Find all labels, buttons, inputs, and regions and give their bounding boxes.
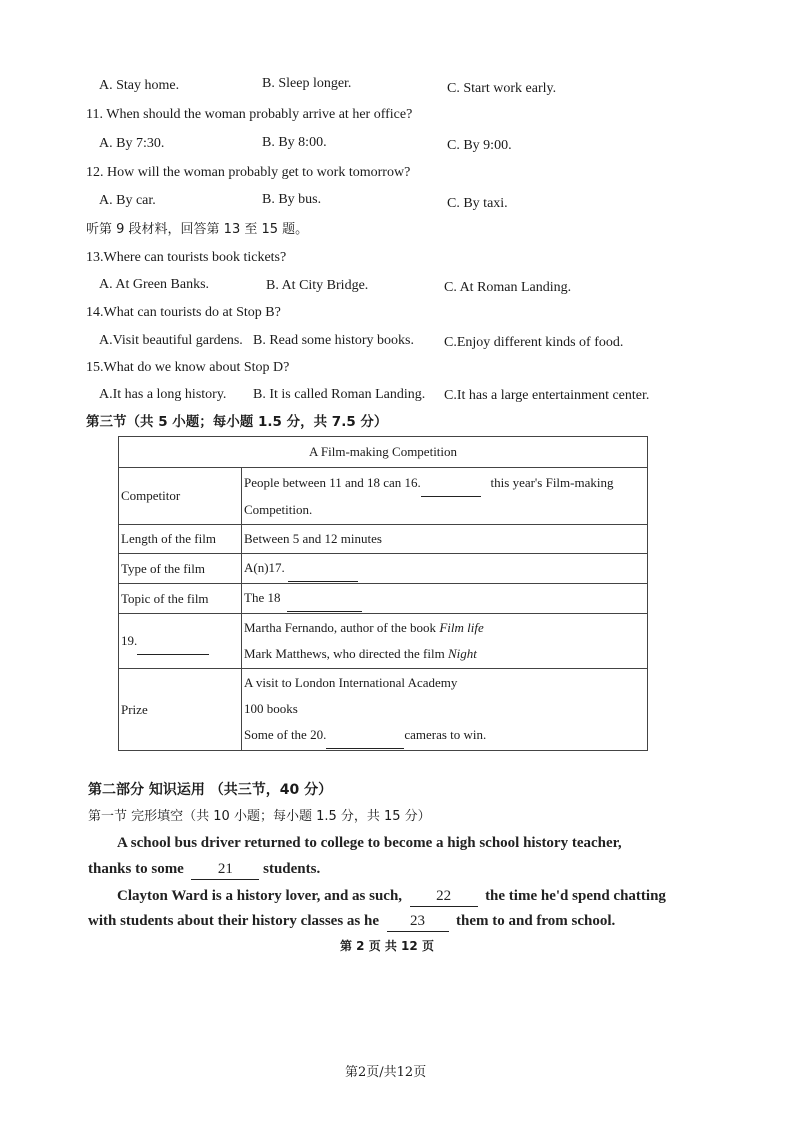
type-value	[242, 554, 648, 584]
q10-option-c: C. Start work early.	[447, 81, 557, 96]
q13-option-c: C. At Roman Landing.	[444, 280, 572, 295]
q12-option-b: B. By bus.	[262, 192, 322, 207]
q10-option-a: A. Stay home.	[99, 78, 180, 93]
q11-stem: 11. When should the woman probably arrive at her office?	[86, 107, 413, 122]
competitor-value	[242, 468, 648, 525]
competitor-line1-pre: People between 11 and 18 can 16.	[244, 475, 421, 490]
q12-option-c: C. By taxi.	[447, 196, 508, 211]
blank-19	[137, 628, 209, 655]
competitor-line2: Competition.	[244, 502, 313, 517]
type-label: Type of the film	[119, 554, 242, 584]
q13-option-b: B. At City Bridge.	[266, 278, 369, 293]
q13-stem: 13.Where can tourists book tickets?	[86, 250, 287, 265]
blank-16	[421, 469, 481, 497]
q12-stem: 12. How will the woman probably get to work tomorrow?	[86, 165, 411, 180]
outer-page-footer: 第2页/共12页	[345, 1065, 427, 1080]
prize-line3-pre: Some of the 20.	[244, 727, 327, 742]
table-title: A Film-making Competition	[119, 437, 648, 468]
q11-option-b: B. By 8:00.	[262, 135, 327, 150]
p2-line1-post: the time he'd spend chatting	[485, 888, 666, 904]
q11-option-a: A. By 7:30.	[99, 136, 165, 151]
q15-stem: 15.What do we know about Stop D?	[86, 360, 290, 375]
q11-option-c: C. By 9:00.	[447, 138, 512, 153]
competitor-label: Competitor	[119, 468, 242, 525]
passage-p1-line1: A school bus driver returned to college to become a high school history teacher,	[117, 835, 622, 851]
p2-line1-pre: Clayton Ward is a history lover, and as such,	[117, 888, 403, 904]
blank-23: 23	[387, 912, 449, 932]
blank-22: 22	[410, 887, 478, 907]
p1-line2-post: students.	[263, 861, 321, 877]
blank-21: 21	[191, 860, 259, 880]
q13-option-a: A. At Green Banks.	[99, 277, 210, 292]
q14-option-c: C.Enjoy different kinds of food.	[444, 335, 624, 350]
q14-option-b: B. Read some history books.	[253, 333, 414, 348]
prize-value	[242, 669, 648, 751]
judge1-text: Martha Fernando, author of the book	[244, 620, 440, 635]
prize-line1: A visit to London International Academy	[244, 675, 458, 690]
length-value: Between 5 and 12 minutes	[242, 525, 648, 554]
topic-value-text: The 18	[244, 590, 281, 605]
inner-page-footer: 第 2 页 共 12 页	[340, 939, 434, 953]
q10-option-b: B. Sleep longer.	[262, 76, 352, 91]
p2-line2-post: them to and from school.	[456, 913, 616, 929]
p2-line2-pre: with students about their history classes as he	[88, 913, 379, 929]
topic-value	[242, 584, 648, 614]
length-label: Length of the film	[119, 525, 242, 554]
passage-p1-line2	[88, 860, 320, 880]
blank-17	[288, 555, 358, 582]
competitor-line1-post: this year's Film-making	[490, 475, 614, 490]
judge2-film: Night	[447, 646, 477, 661]
judge2-text: Mark Matthews, who directed the film	[244, 646, 448, 661]
prize-label: Prize	[119, 669, 242, 751]
section9-instruction: 听第 9 段材料，回答第 13 至 15 题。	[86, 222, 309, 237]
q15-option-b: B. It is called Roman Landing.	[253, 387, 426, 402]
type-value-text: A(n)17.	[244, 560, 285, 575]
judge1-book: Film life	[439, 620, 484, 635]
q15-option-a: A.It has a long history.	[99, 387, 227, 402]
passage-p2-line1	[117, 887, 666, 907]
section3-title: 第三节（共 5 小题；每小题 1.5 分，共 7.5 分）	[86, 414, 388, 430]
q12-option-a: A. By car.	[99, 193, 156, 208]
p1-line2-pre: thanks to some	[88, 861, 184, 877]
blank-18	[287, 585, 362, 612]
judges-value	[242, 614, 648, 669]
q15-option-c: C.It has a large entertainment center.	[444, 388, 650, 403]
topic-label: Topic of the film	[119, 584, 242, 614]
prize-line3-post: cameras to win.	[404, 727, 487, 742]
part2-title: 第二部分 知识运用 （共三节，40 分）	[88, 782, 333, 798]
q14-stem: 14.What can tourists do at Stop B?	[86, 305, 281, 320]
part2-section1: 第一节 完形填空（共 10 小题；每小题 1.5 分，共 15 分）	[88, 809, 431, 824]
q14-option-a: A.Visit beautiful gardens.	[99, 333, 243, 348]
blank-20	[326, 722, 404, 749]
film-competition-table	[118, 436, 648, 751]
passage-p2-line2	[88, 912, 615, 932]
q19-label: 19.	[121, 632, 138, 648]
prize-line2: 100 books	[244, 701, 298, 716]
q19-label-cell	[119, 614, 242, 669]
